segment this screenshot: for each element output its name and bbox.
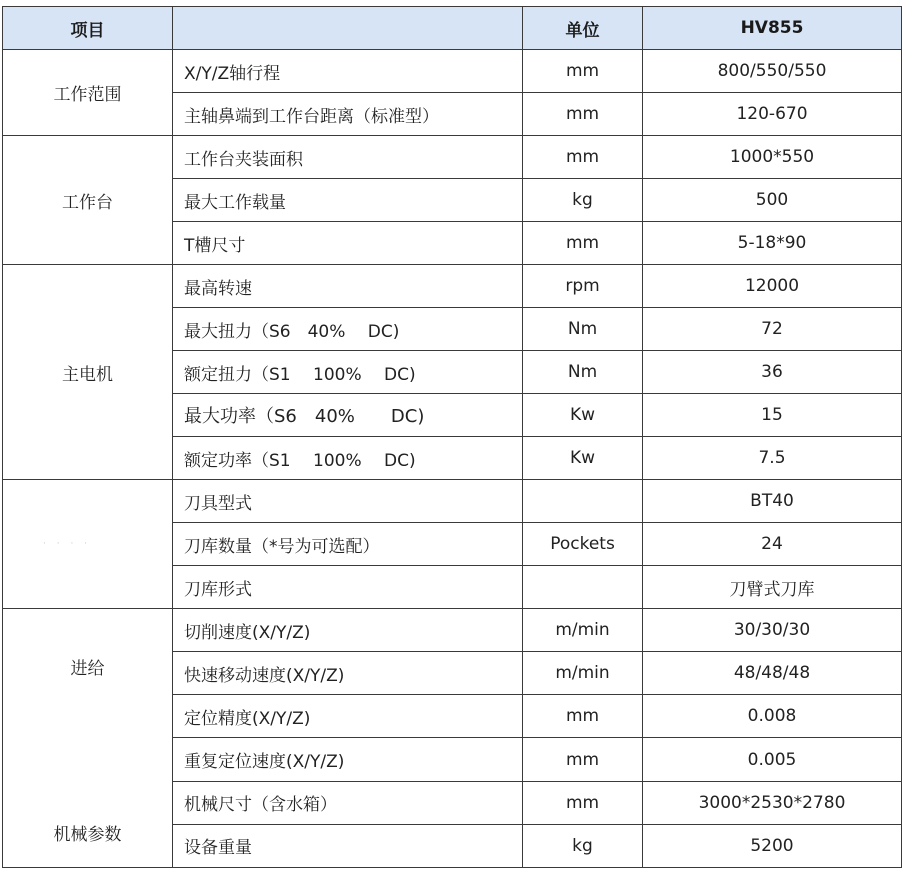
value-cell: 800/550/550: [643, 50, 902, 93]
value-cell: 0.008: [643, 695, 902, 738]
unit-cell: mm: [523, 222, 643, 265]
unit-cell: mm: [523, 781, 643, 824]
unit-cell: mm: [523, 50, 643, 93]
param-cell: 最大功率（S6 40% DC): [173, 394, 523, 437]
param-cell: 刀库形式: [173, 566, 523, 609]
unit-cell: Pockets: [523, 523, 643, 566]
unit-cell: m/min: [523, 652, 643, 695]
value-cell: 12000: [643, 265, 902, 308]
unit-cell: [523, 566, 643, 609]
header-item: 项目: [3, 7, 173, 50]
param-cell: 切削速度(X/Y/Z): [173, 609, 523, 652]
param-cell: 快速移动速度(X/Y/Z): [173, 652, 523, 695]
value-cell: 120-670: [643, 93, 902, 136]
faint-text: · · · ·: [43, 539, 92, 549]
table-row: [3, 136, 902, 179]
param-cell: 额定扭力（S1 100% DC): [173, 351, 523, 394]
value-cell: 72: [643, 308, 902, 351]
group-tool-magazine: [3, 480, 173, 609]
param-cell: 额定功率（S1 100% DC): [173, 437, 523, 480]
unit-cell: mm: [523, 93, 643, 136]
value-cell: BT40: [643, 480, 902, 523]
group-worktable: 工作台: [3, 136, 173, 265]
param-cell: 最大扭力（S6 40% DC): [173, 308, 523, 351]
value-cell: 15: [643, 394, 902, 437]
table-row: [3, 50, 902, 93]
param-cell: 主轴鼻端到工作台距离（标准型）: [173, 93, 523, 136]
unit-cell: Nm: [523, 351, 643, 394]
unit-cell: kg: [523, 179, 643, 222]
group-feed: 进给: [70, 659, 105, 679]
value-cell: 0.005: [643, 738, 902, 781]
param-cell: 最大工作载量: [173, 179, 523, 222]
value-cell: 1000*550: [643, 136, 902, 179]
value-cell: 5-18*90: [643, 222, 902, 265]
value-cell: 36: [643, 351, 902, 394]
unit-cell: Kw: [523, 394, 643, 437]
value-cell: 刀臂式刀库: [643, 566, 902, 609]
header-param: [173, 7, 523, 50]
header-unit: 单位: [523, 7, 643, 50]
value-cell: 7.5: [643, 437, 902, 480]
unit-cell: [523, 480, 643, 523]
group-feed-machine: [3, 609, 173, 868]
param-cell: 最高转速: [173, 265, 523, 308]
unit-cell: Kw: [523, 437, 643, 480]
group-work-range: 工作范围: [3, 50, 173, 136]
value-cell: 24: [643, 523, 902, 566]
value-cell: 30/30/30: [643, 609, 902, 652]
param-cell: 机械尺寸（含水箱）: [173, 781, 523, 824]
param-cell: T槽尺寸: [173, 222, 523, 265]
header-model: HV855: [643, 7, 902, 50]
param-cell: 重复定位速度(X/Y/Z): [173, 738, 523, 781]
table-row: [3, 480, 902, 523]
unit-cell: rpm: [523, 265, 643, 308]
group-spindle-motor: 主电机: [3, 265, 173, 480]
unit-cell: mm: [523, 136, 643, 179]
value-cell: 48/48/48: [643, 652, 902, 695]
unit-cell: mm: [523, 695, 643, 738]
param-cell: X/Y/Z轴行程: [173, 50, 523, 93]
table-row: [3, 609, 902, 652]
value-cell: 3000*2530*2780: [643, 781, 902, 824]
param-cell: 设备重量: [173, 824, 523, 867]
param-cell: 定位精度(X/Y/Z): [173, 695, 523, 738]
unit-cell: Nm: [523, 308, 643, 351]
unit-cell: mm: [523, 738, 643, 781]
param-cell: 刀库数量（*号为可选配）: [173, 523, 523, 566]
param-cell: 工作台夹装面积: [173, 136, 523, 179]
unit-cell: m/min: [523, 609, 643, 652]
value-cell: 500: [643, 179, 902, 222]
unit-cell: kg: [523, 824, 643, 867]
table-row: [3, 265, 902, 308]
group-machine-params: 机械参数: [53, 825, 122, 845]
param-cell: 刀具型式: [173, 480, 523, 523]
header-row: [3, 7, 902, 50]
spec-table: [2, 6, 902, 868]
value-cell: 5200: [643, 824, 902, 867]
